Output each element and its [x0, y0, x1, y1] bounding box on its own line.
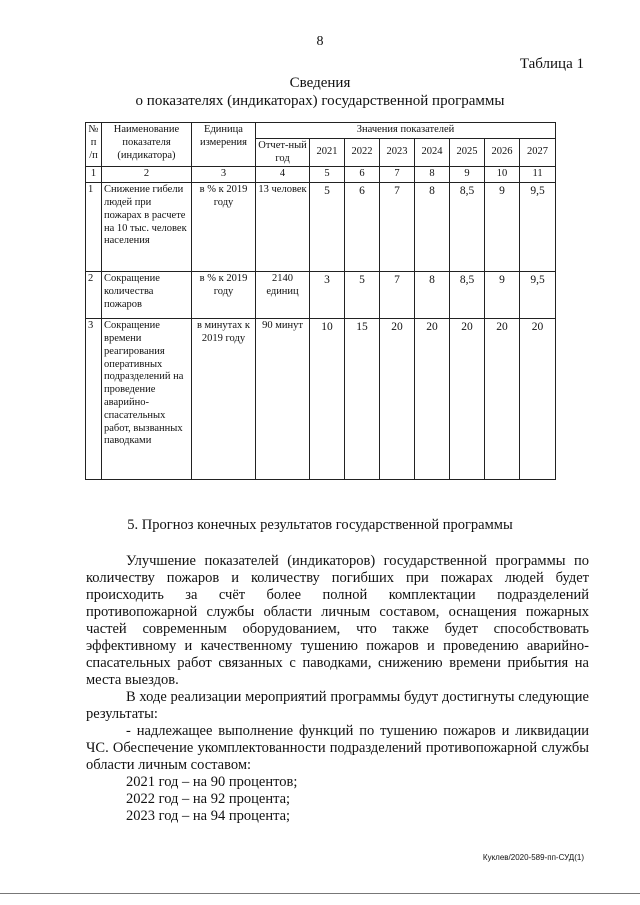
column-number: 11: [520, 167, 556, 183]
column-number: 9: [450, 167, 485, 183]
section-title: 5. Прогноз конечных результатов государственной программы: [127, 517, 513, 533]
header-values: Значения показателей: [256, 123, 556, 139]
column-number: 2: [102, 167, 192, 183]
result-item: 2021 год – на 90 процентов;: [126, 774, 298, 790]
header-base-year: Отчет-ный год: [256, 138, 310, 167]
column-number: 8: [415, 167, 450, 183]
row-name: Сокращение времени реагирования оперативных подразделений на проведение аварийно-спасательных работ, вызванных паводками: [102, 319, 192, 480]
column-number: 4: [256, 167, 310, 183]
header-no: № п /п: [86, 123, 102, 167]
footer-document-code: Куклев/2020-589-пп-СУД(1): [482, 853, 584, 862]
row-value: 8,5: [450, 272, 485, 319]
header-year: 2024: [415, 138, 450, 167]
row-value: 20: [380, 319, 415, 480]
title-line-1: Сведения: [289, 75, 351, 91]
row-unit: в минутах к 2019 году: [192, 319, 256, 480]
row-value: 7: [380, 183, 415, 272]
header-year: 2021: [310, 138, 345, 167]
row-value: 5: [310, 183, 345, 272]
row-value: 9: [485, 272, 520, 319]
table-row: [86, 272, 556, 319]
page-number: 8: [316, 34, 324, 49]
column-number-row: [86, 167, 556, 183]
row-name: Сокращение количества пожаров: [102, 272, 192, 319]
row-base: 2140 единиц: [256, 272, 310, 319]
header-year: 2026: [485, 138, 520, 167]
row-no: 1: [86, 183, 102, 272]
row-value: 20: [485, 319, 520, 480]
indicators-table: [85, 122, 556, 480]
row-value: 20: [450, 319, 485, 480]
row-value: 7: [380, 272, 415, 319]
row-base: 13 человек: [256, 183, 310, 272]
row-value: 8: [415, 272, 450, 319]
row-value: 10: [310, 319, 345, 480]
row-value: 8,5: [450, 183, 485, 272]
row-value: 8: [415, 183, 450, 272]
column-number: 6: [345, 167, 380, 183]
bottom-rule: [0, 893, 640, 894]
header-year: 2025: [450, 138, 485, 167]
row-base: 90 минут: [256, 319, 310, 480]
row-value: 9: [485, 183, 520, 272]
row-no: 3: [86, 319, 102, 480]
column-number: 5: [310, 167, 345, 183]
row-value: 6: [345, 183, 380, 272]
row-value: 5: [345, 272, 380, 319]
header-unit: Единица измерения: [192, 123, 256, 167]
table-header-row: [86, 123, 556, 139]
row-value: 9,5: [520, 272, 556, 319]
row-value: 3: [310, 272, 345, 319]
title-line-2: о показателях (индикаторах) государственной программы: [135, 93, 505, 109]
header-year: 2022: [345, 138, 380, 167]
header-year: 2027: [520, 138, 556, 167]
column-number: 1: [86, 167, 102, 183]
result-item: 2023 год – на 94 процента;: [126, 808, 291, 824]
row-value: 15: [345, 319, 380, 480]
column-number: 10: [485, 167, 520, 183]
column-number: 7: [380, 167, 415, 183]
row-value: 20: [415, 319, 450, 480]
result-item: 2022 год – на 92 процента;: [126, 791, 291, 807]
table-row: [86, 319, 556, 480]
header-year: 2023: [380, 138, 415, 167]
paragraph-1: Улучшение показателей (индикаторов) государственной программы по количеству пожаров и количеству погибших при пожарах людей будет происходить за счёт более полной комплектации подразделений противопожарной службы области личным составом, оснащения пожарных частей современным оборудованием, что также будет способствовать эффективному и качественному тушению пожаров и проведению аварийно-спасательных работ связанных с паводками, снижению времени прибытия на места выездов.: [86, 553, 589, 688]
body-text: [86, 553, 589, 825]
table-label: Таблица 1: [519, 56, 584, 72]
paragraph-3: - надлежащее выполнение функций по тушению пожаров и ликвидации ЧС. Обеспечение укомплектованности подразделений противопожарной службы области личным составом:: [86, 723, 589, 773]
column-number: 3: [192, 167, 256, 183]
row-value: 20: [520, 319, 556, 480]
row-name: Снижение гибели людей при пожарах в расчете на 10 тыс. человек населения: [102, 183, 192, 272]
row-unit: в % к 2019 году: [192, 183, 256, 272]
paragraph-2: В ходе реализации мероприятий программы будут достигнуты следующие результаты:: [86, 689, 589, 722]
row-value: 9,5: [520, 183, 556, 272]
row-no: 2: [86, 272, 102, 319]
row-unit: в % к 2019 году: [192, 272, 256, 319]
table-row: [86, 183, 556, 272]
header-name: Наименование показателя (индикатора): [102, 123, 192, 167]
